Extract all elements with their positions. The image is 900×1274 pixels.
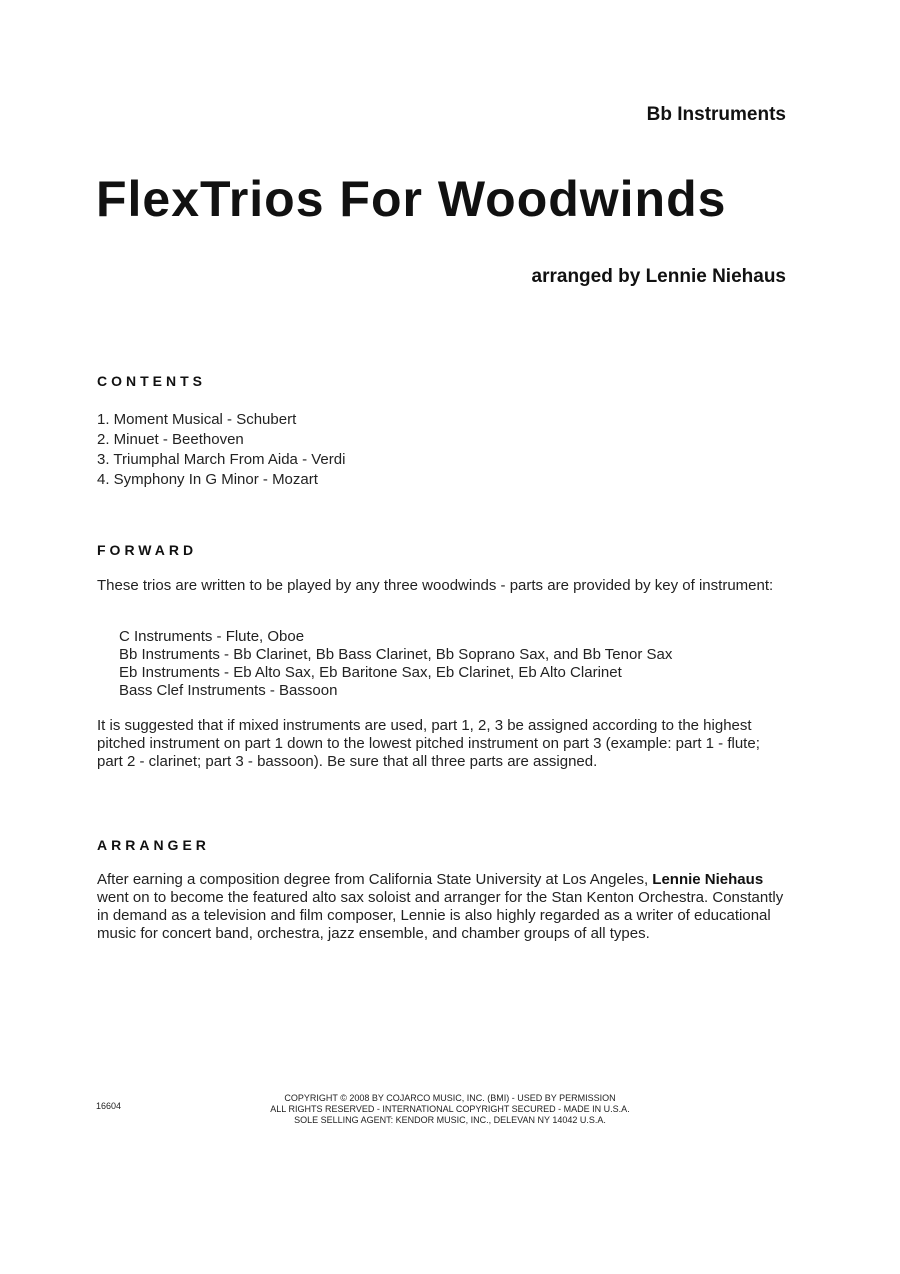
instrument-label: Bb Instruments (646, 104, 786, 125)
forward-intro-paragraph: These trios are written to be played by any three woodwinds - parts are provided by key of instrument: (97, 577, 774, 594)
copyright-line: COPYRIGHT © 2008 BY COJARCO MUSIC, INC. (BMI) - USED BY PERMISSION (284, 1093, 616, 1103)
forward-suggestion-paragraph: It is suggested that if mixed instruments are used, part 1, 2, 3 be assigned according to the highest pitched instrument on part 1 down to the lowest pitched instrument on part 3 (example: part 1 - flute; part 2 - clarinet; part 3 - bassoon). Be sure that all three parts are assigned. (97, 717, 760, 770)
arranger-bio-paragraph (97, 871, 787, 943)
page-title: FlexTrios For Woodwinds (96, 171, 727, 227)
contents-list (97, 410, 345, 490)
contents-item: 1. Moment Musical - Schubert (97, 411, 297, 428)
copyright-notice (190, 1093, 710, 1126)
copyright-line: ALL RIGHTS RESERVED - INTERNATIONAL COPYRIGHT SECURED - MADE IN U.S.A. (270, 1104, 630, 1114)
contents-item: 3. Triumphal March From Aida - Verdi (97, 451, 346, 468)
instrument-list-item: C Instruments - Flute, Oboe (119, 628, 305, 645)
arranger-bio-text: After earning a composition degree from California State University at Los Angeles, (97, 871, 653, 888)
arranger-credit: arranged by Lennie Niehaus (531, 266, 786, 287)
instrument-list-item: Bass Clef Instruments - Bassoon (119, 682, 338, 699)
contents-heading: CONTENTS (97, 373, 206, 389)
contents-item: 2. Minuet - Beethoven (97, 431, 244, 448)
instrument-list-item: Bb Instruments - Bb Clarinet, Bb Bass Clarinet, Bb Soprano Sax, and Bb Tenor Sax (119, 646, 673, 663)
forward-heading: FORWARD (97, 542, 198, 558)
arranger-bio-text: went on to become the featured alto sax soloist and arranger for the Stan Kenton Orchestra. Constantly in demand as a television and film composer, Lennie is also highly regarded as a writer of educational music for concert band, orchestra, jazz ensemble, and chamber groups of all types. (97, 889, 784, 942)
contents-item: 4. Symphony In G Minor - Mozart (97, 471, 318, 488)
instrument-list (119, 628, 672, 700)
copyright-line: SOLE SELLING AGENT: KENDOR MUSIC, INC., DELEVAN NY 14042 U.S.A. (294, 1115, 606, 1125)
arranger-name: Lennie Niehaus (652, 871, 764, 888)
instrument-list-item: Eb Instruments - Eb Alto Sax, Eb Baritone Sax, Eb Clarinet, Eb Alto Clarinet (119, 664, 622, 681)
catalog-number: 16604 (96, 1101, 122, 1111)
arranger-heading: ARRANGER (97, 837, 210, 853)
